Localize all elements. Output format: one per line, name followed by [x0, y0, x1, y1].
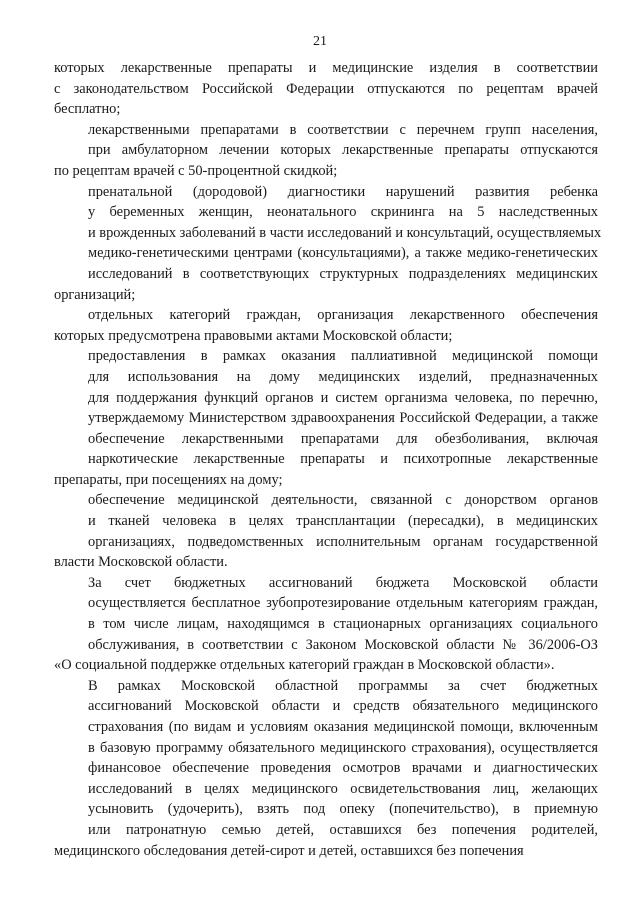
text-line: исследований в соответствующих структурных подразделениях медицинских [88, 265, 598, 282]
text-line: За счет бюджетных ассигнований бюджета Московской области [88, 574, 598, 591]
text-line: с законодательством Российской Федерации отпускаются по рецептам врачей [54, 80, 598, 97]
text-line: в базовую программу обязательного медицинского страхования), осуществляется [88, 739, 598, 756]
paragraph [54, 120, 598, 182]
text-line: исследований в целях медицинского освидетельствования лиц, желающих [88, 780, 598, 797]
paragraph [54, 346, 598, 490]
text-line: или патронатную семью детей, оставшихся без попечения родителей, [88, 821, 598, 838]
page-number: 21 [313, 34, 327, 49]
paragraph [54, 305, 598, 346]
paragraph [54, 182, 602, 306]
text-line: усыновить (удочерить), взять под опеку (попечительство), в приемную [88, 801, 598, 818]
text-line: для поддержания функций органов и систем организма человека, по перечню, [88, 389, 598, 406]
text-line: по рецептам врачей с 50-процентной скидкой; [54, 162, 338, 179]
paragraph [54, 573, 598, 676]
text-line: «О социальной поддержке отдельных категорий граждан в Московской области». [54, 657, 555, 674]
text-line: которых лекарственные препараты и медицинские изделия в соответствии [54, 60, 598, 76]
text-line: и тканей человека в целях трансплантации (пересадки), в медицинских [88, 513, 598, 530]
text-line: организациях, подведомственных исполнительным органам государственной [88, 533, 598, 550]
text-line: у беременных женщин, неонатального скрининга на 5 наследственных [88, 204, 598, 221]
text-line: лекарственными препаратами в соответствии с перечнем групп населения, [88, 121, 598, 138]
text-line: осуществляется бесплатное зубопротезирование отдельным категориям граждан, [88, 595, 598, 612]
text-line: препараты, при посещениях на дому; [54, 471, 283, 488]
text-line: обслуживания, в соответствии с Законом Московской области № 36/2006-ОЗ [88, 636, 598, 653]
text-line: обеспечение медицинской деятельности, связанной с донорством органов [88, 492, 598, 509]
text-line: наркотические лекарственные препараты и психотропные лекарственные [88, 451, 598, 468]
paragraph [54, 58, 598, 120]
document-body [54, 58, 602, 861]
text-line: в том числе лицам, находящимся в стационарных организациях социального [88, 616, 598, 633]
text-line: для использования на дому медицинских изделий, предназначенных [88, 368, 598, 385]
text-line: финансовое обеспечение проведения осмотров врачами и диагностических [88, 760, 598, 777]
text-line: и врожденных заболеваний в части исследований и консультаций, осуществляемых [88, 224, 602, 241]
text-line: В рамках Московской областной программы за счет бюджетных [88, 677, 598, 694]
text-line: пренатальной (дородовой) диагностики нарушений развития ребенка [88, 183, 598, 200]
text-line: предоставления в рамках оказания паллиативной медицинской помощи [88, 348, 598, 365]
paragraph [54, 490, 598, 572]
text-line: организаций; [54, 286, 136, 303]
text-line: отдельных категорий граждан, организация лекарственного обеспечения [88, 307, 598, 324]
text-line: страхования (по видам и условиям оказания медицинской помощи, включенным [88, 719, 598, 735]
text-line: власти Московской области. [54, 554, 228, 571]
text-line: утверждаемому Министерством здравоохранения Российской Федерации, а также [88, 410, 598, 427]
text-line: обеспечение лекарственными препаратами для обезболивания, включая [88, 430, 598, 447]
text-line: ассигнований Московской области и средств обязательного медицинского [88, 698, 598, 715]
text-line: бесплатно; [54, 101, 121, 118]
text-line: при амбулаторном лечении которых лекарственные препараты отпускаются [88, 142, 598, 159]
text-line: медицинского обследования детей-сирот и детей, оставшихся без попечения [54, 842, 524, 859]
paragraph [54, 676, 598, 861]
text-line: медико-генетическими центрами (консультациями), а также медико-генетических [88, 245, 598, 262]
text-line: которых предусмотрена правовыми актами Московской области; [54, 327, 453, 344]
